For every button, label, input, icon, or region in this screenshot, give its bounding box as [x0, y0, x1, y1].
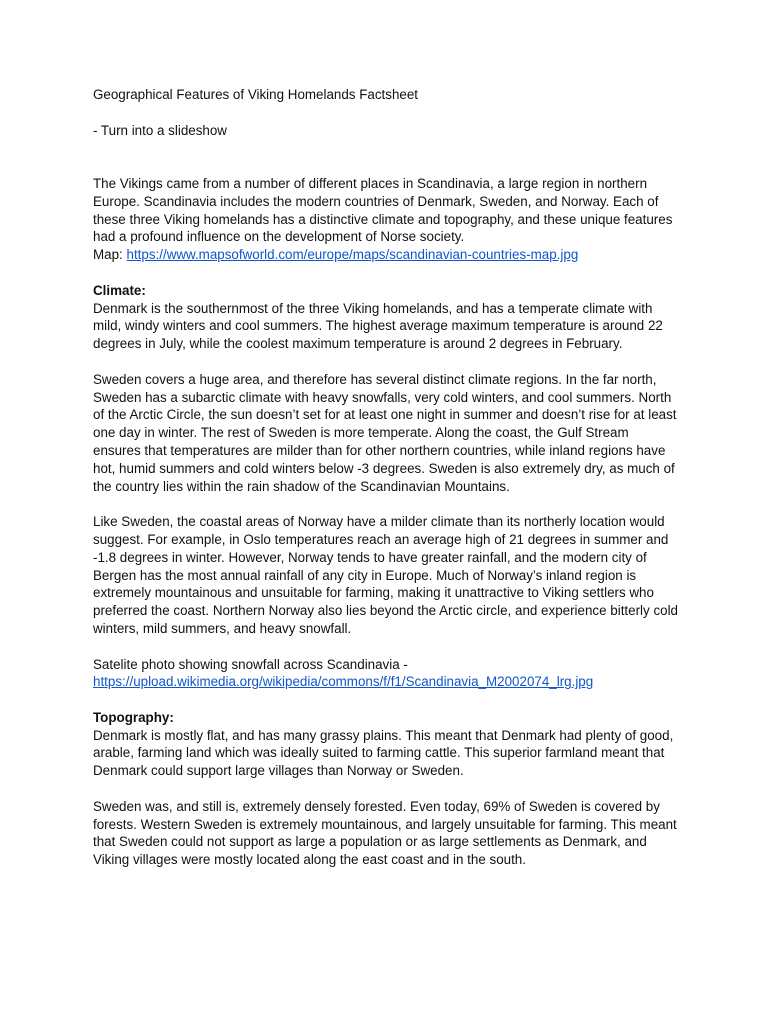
satellite-label: Satelite photo showing snowfall across Scandinavia -: [93, 656, 408, 672]
intro-paragraph: [93, 175, 678, 264]
climate-norway-paragraph: Like Sweden, the coastal areas of Norway have a milder climate than its northerly location would suggest. For example, in Oslo temperatures reach an average high of 21 degrees in summer and -1.8 degrees in winter. However, Norway tends to have greater rainfall, and the modern city of Bergen has the most annual rainfall of any city in Europe. Much of Norway’s inland region is extremely mountainous and unsuitable for farming, making it unattractive to Viking settlers who preferred the coast. Northern Norway also lies beyond the Arctic circle, and experience bitterly cold winters, mild summers, and heavy snowfall.: [93, 514, 679, 636]
climate-denmark-paragraph: Denmark is the southernmost of the three Viking homelands, and has a temperate climate with mild, windy winters and cool summers. The highest average maximum temperature is around 22 degrees in July, while the coolest maximum temperature is around 2 degrees in February.: [93, 300, 663, 352]
topography-denmark-paragraph: Denmark is mostly flat, and has many grassy plains. This meant that Denmark had plenty of good, arable, farming land which was ideally suited to farming cattle. This superior farmland meant that Denmark could support large villages than Norway or Sweden.: [93, 727, 674, 779]
satellite-link[interactable]: https://upload.wikimedia.org/wikipedia/commons/f/f1/Scandinavia_M2002074_lrg.jpg: [93, 674, 594, 690]
satellite-paragraph: [93, 656, 678, 692]
document-title: Geographical Features of Viking Homelands Factsheet: [93, 87, 419, 102]
intro-text: The Vikings came from a number of different places in Scandinavia, a large region in northern Europe. Scandinavia includes the modern countries of Denmark, Sweden, and Norway. Each of these three Viking homelands has a distinctive climate and topography, and these unique features had a profound influence on the development of Norse society.: [93, 175, 673, 245]
map-link[interactable]: https://www.mapsofworld.com/europe/maps/scandinavian-countries-map.jpg: [126, 247, 579, 263]
slideshow-note: - Turn into a slideshow: [93, 122, 227, 138]
document-page: [93, 86, 678, 869]
topography-heading: Topography:: [93, 709, 174, 725]
topography-sweden-paragraph: Sweden was, and still is, extremely densely forested. Even today, 69% of Sweden is covered by forests. Western Sweden is extremely mountainous, and largely unsuitable for farming. This meant that Sweden could not support as large a population or as large settlements as Denmark, and Viking villages were mostly located along the east coast and in the south.: [93, 798, 677, 868]
climate-sweden-paragraph: Sweden covers a huge area, and therefore has several distinct climate regions. In the far north, Sweden has a subarctic climate with heavy snowfalls, very cold winters, and cool summers. North of the Arctic Circle, the sun doesn’t set for at least one night in summer and doesn’t rise for at least one day in winter. The rest of Sweden is more temperate. Along the coast, the Gulf Stream ensures that temperatures are milder than for other northern countries, while inland regions have hot, humid summers and cold winters below -3 degrees. Sweden is also extremely dry, as much of the country lies within the rain shadow of the Scandinavian Mountains.: [93, 371, 677, 494]
climate-heading: Climate:: [93, 282, 146, 298]
map-label: Map:: [93, 247, 127, 263]
